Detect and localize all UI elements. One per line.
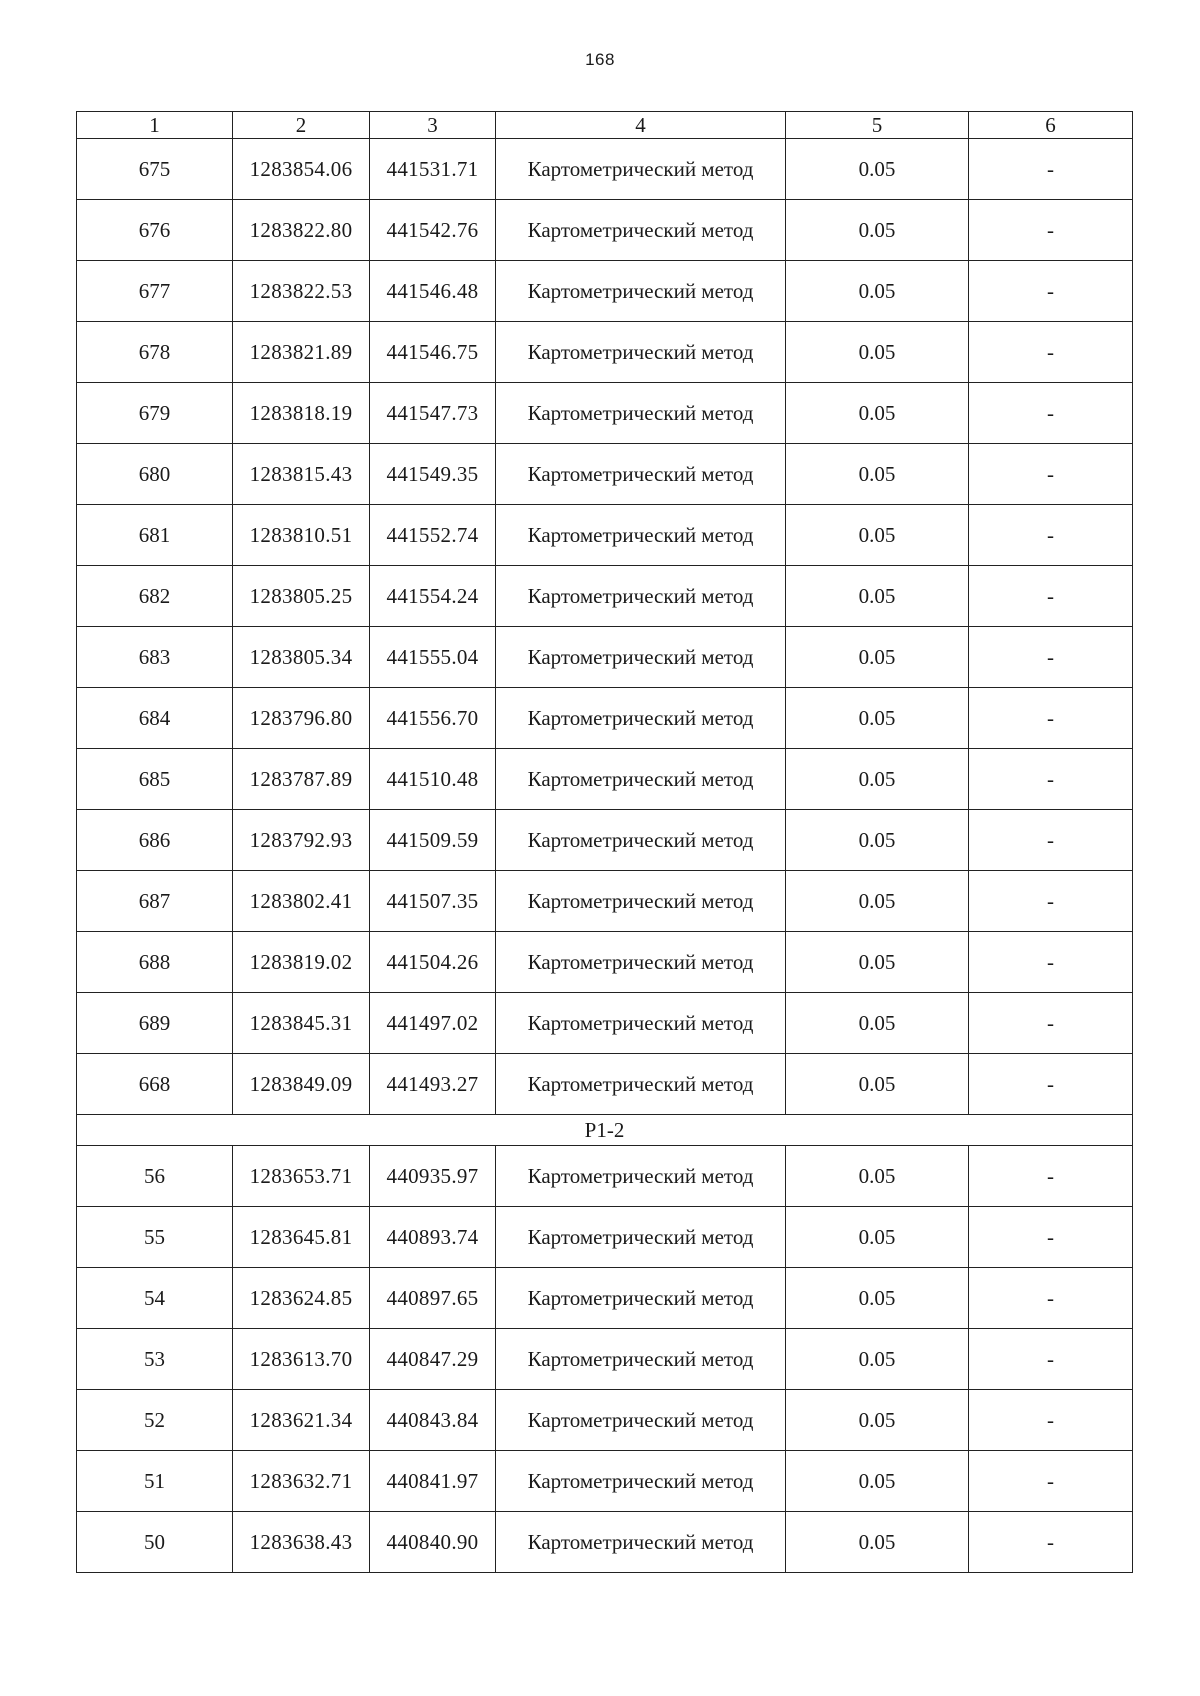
- accuracy-cell: 0.05: [786, 1268, 969, 1329]
- point-number-cell: 676: [77, 200, 233, 261]
- point-number-cell: 684: [77, 688, 233, 749]
- table-row: [77, 932, 1133, 993]
- table-row: [77, 1390, 1133, 1451]
- point-number-cell: 687: [77, 871, 233, 932]
- accuracy-cell: 0.05: [786, 1512, 969, 1573]
- y-coordinate-cell: 441504.26: [370, 932, 496, 993]
- y-coordinate-cell: 441509.59: [370, 810, 496, 871]
- note-cell: -: [969, 932, 1133, 993]
- accuracy-cell: 0.05: [786, 566, 969, 627]
- method-cell: Картометрический метод: [496, 810, 786, 871]
- table-row: [77, 1512, 1133, 1573]
- method-cell: Картометрический метод: [496, 1146, 786, 1207]
- x-coordinate-cell: 1283815.43: [233, 444, 370, 505]
- accuracy-cell: 0.05: [786, 1054, 969, 1115]
- method-cell: Картометрический метод: [496, 1268, 786, 1329]
- x-coordinate-cell: 1283845.31: [233, 993, 370, 1054]
- note-cell: -: [969, 1146, 1133, 1207]
- note-cell: -: [969, 1268, 1133, 1329]
- x-coordinate-cell: 1283624.85: [233, 1268, 370, 1329]
- accuracy-cell: 0.05: [786, 322, 969, 383]
- note-cell: -: [969, 1451, 1133, 1512]
- point-number-cell: 55: [77, 1207, 233, 1268]
- table-row: [77, 627, 1133, 688]
- header-col-3: 3: [370, 112, 496, 139]
- x-coordinate-cell: 1283638.43: [233, 1512, 370, 1573]
- table-row: [77, 1268, 1133, 1329]
- point-number-cell: 686: [77, 810, 233, 871]
- accuracy-cell: 0.05: [786, 200, 969, 261]
- note-cell: -: [969, 993, 1133, 1054]
- y-coordinate-cell: 441531.71: [370, 139, 496, 200]
- note-cell: -: [969, 505, 1133, 566]
- accuracy-cell: 0.05: [786, 993, 969, 1054]
- coordinates-table: [76, 111, 1133, 1573]
- accuracy-cell: 0.05: [786, 1146, 969, 1207]
- note-cell: -: [969, 1390, 1133, 1451]
- note-cell: -: [969, 1054, 1133, 1115]
- table-row: [77, 261, 1133, 322]
- section-label: Р1-2: [77, 1115, 1133, 1146]
- point-number-cell: 679: [77, 383, 233, 444]
- accuracy-cell: 0.05: [786, 627, 969, 688]
- y-coordinate-cell: 441542.76: [370, 200, 496, 261]
- x-coordinate-cell: 1283632.71: [233, 1451, 370, 1512]
- x-coordinate-cell: 1283805.34: [233, 627, 370, 688]
- point-number-cell: 680: [77, 444, 233, 505]
- point-number-cell: 52: [77, 1390, 233, 1451]
- table-row: [77, 810, 1133, 871]
- method-cell: Картометрический метод: [496, 261, 786, 322]
- accuracy-cell: 0.05: [786, 383, 969, 444]
- point-number-cell: 51: [77, 1451, 233, 1512]
- x-coordinate-cell: 1283621.34: [233, 1390, 370, 1451]
- y-coordinate-cell: 440897.65: [370, 1268, 496, 1329]
- accuracy-cell: 0.05: [786, 1329, 969, 1390]
- method-cell: Картометрический метод: [496, 932, 786, 993]
- y-coordinate-cell: 441552.74: [370, 505, 496, 566]
- table-row: [77, 566, 1133, 627]
- y-coordinate-cell: 441510.48: [370, 749, 496, 810]
- accuracy-cell: 0.05: [786, 688, 969, 749]
- y-coordinate-cell: 440840.90: [370, 1512, 496, 1573]
- note-cell: -: [969, 383, 1133, 444]
- x-coordinate-cell: 1283796.80: [233, 688, 370, 749]
- point-number-cell: 677: [77, 261, 233, 322]
- accuracy-cell: 0.05: [786, 505, 969, 566]
- method-cell: Картометрический метод: [496, 688, 786, 749]
- point-number-cell: 688: [77, 932, 233, 993]
- method-cell: Картометрический метод: [496, 1451, 786, 1512]
- accuracy-cell: 0.05: [786, 1390, 969, 1451]
- method-cell: Картометрический метод: [496, 1390, 786, 1451]
- point-number-cell: 685: [77, 749, 233, 810]
- y-coordinate-cell: 441554.24: [370, 566, 496, 627]
- x-coordinate-cell: 1283805.25: [233, 566, 370, 627]
- point-number-cell: 53: [77, 1329, 233, 1390]
- point-number-cell: 689: [77, 993, 233, 1054]
- note-cell: -: [969, 261, 1133, 322]
- header-col-6: 6: [969, 112, 1133, 139]
- method-cell: Картометрический метод: [496, 1512, 786, 1573]
- accuracy-cell: 0.05: [786, 749, 969, 810]
- note-cell: -: [969, 444, 1133, 505]
- method-cell: Картометрический метод: [496, 1054, 786, 1115]
- y-coordinate-cell: 441549.35: [370, 444, 496, 505]
- table-row: [77, 1451, 1133, 1512]
- x-coordinate-cell: 1283854.06: [233, 139, 370, 200]
- y-coordinate-cell: 441547.73: [370, 383, 496, 444]
- method-cell: Картометрический метод: [496, 139, 786, 200]
- accuracy-cell: 0.05: [786, 871, 969, 932]
- table-row: [77, 688, 1133, 749]
- point-number-cell: 683: [77, 627, 233, 688]
- method-cell: Картометрический метод: [496, 871, 786, 932]
- method-cell: Картометрический метод: [496, 627, 786, 688]
- note-cell: -: [969, 871, 1133, 932]
- accuracy-cell: 0.05: [786, 444, 969, 505]
- y-coordinate-cell: 441546.48: [370, 261, 496, 322]
- table-row: [77, 1207, 1133, 1268]
- y-coordinate-cell: 441507.35: [370, 871, 496, 932]
- note-cell: -: [969, 627, 1133, 688]
- note-cell: -: [969, 139, 1133, 200]
- y-coordinate-cell: 441546.75: [370, 322, 496, 383]
- table-row: [77, 444, 1133, 505]
- header-col-5: 5: [786, 112, 969, 139]
- method-cell: Картометрический метод: [496, 505, 786, 566]
- note-cell: -: [969, 688, 1133, 749]
- header-col-2: 2: [233, 112, 370, 139]
- note-cell: -: [969, 749, 1133, 810]
- y-coordinate-cell: 441556.70: [370, 688, 496, 749]
- note-cell: -: [969, 1207, 1133, 1268]
- header-col-4: 4: [496, 112, 786, 139]
- header-col-1: 1: [77, 112, 233, 139]
- y-coordinate-cell: 440843.84: [370, 1390, 496, 1451]
- note-cell: -: [969, 1512, 1133, 1573]
- table-row: [77, 1329, 1133, 1390]
- point-number-cell: 681: [77, 505, 233, 566]
- accuracy-cell: 0.05: [786, 932, 969, 993]
- x-coordinate-cell: 1283613.70: [233, 1329, 370, 1390]
- table-row: [77, 200, 1133, 261]
- table-row: [77, 749, 1133, 810]
- y-coordinate-cell: 441493.27: [370, 1054, 496, 1115]
- method-cell: Картометрический метод: [496, 749, 786, 810]
- point-number-cell: 54: [77, 1268, 233, 1329]
- accuracy-cell: 0.05: [786, 810, 969, 871]
- table-row: [77, 1146, 1133, 1207]
- x-coordinate-cell: 1283792.93: [233, 810, 370, 871]
- x-coordinate-cell: 1283653.71: [233, 1146, 370, 1207]
- method-cell: Картометрический метод: [496, 444, 786, 505]
- y-coordinate-cell: 440935.97: [370, 1146, 496, 1207]
- note-cell: -: [969, 810, 1133, 871]
- x-coordinate-cell: 1283645.81: [233, 1207, 370, 1268]
- note-cell: -: [969, 566, 1133, 627]
- y-coordinate-cell: 440847.29: [370, 1329, 496, 1390]
- table-row: [77, 322, 1133, 383]
- accuracy-cell: 0.05: [786, 261, 969, 322]
- table-row: [77, 139, 1133, 200]
- point-number-cell: 668: [77, 1054, 233, 1115]
- table-row: [77, 993, 1133, 1054]
- accuracy-cell: 0.05: [786, 1207, 969, 1268]
- section-row: [77, 1115, 1133, 1146]
- table-row: [77, 505, 1133, 566]
- table-body: [77, 139, 1133, 1573]
- x-coordinate-cell: 1283818.19: [233, 383, 370, 444]
- point-number-cell: 682: [77, 566, 233, 627]
- method-cell: Картометрический метод: [496, 1207, 786, 1268]
- table-header-row: [77, 112, 1133, 139]
- y-coordinate-cell: 441497.02: [370, 993, 496, 1054]
- point-number-cell: 678: [77, 322, 233, 383]
- point-number-cell: 675: [77, 139, 233, 200]
- table-row: [77, 1054, 1133, 1115]
- method-cell: Картометрический метод: [496, 993, 786, 1054]
- accuracy-cell: 0.05: [786, 139, 969, 200]
- accuracy-cell: 0.05: [786, 1451, 969, 1512]
- method-cell: Картометрический метод: [496, 383, 786, 444]
- method-cell: Картометрический метод: [496, 200, 786, 261]
- note-cell: -: [969, 322, 1133, 383]
- x-coordinate-cell: 1283810.51: [233, 505, 370, 566]
- y-coordinate-cell: 440841.97: [370, 1451, 496, 1512]
- y-coordinate-cell: 440893.74: [370, 1207, 496, 1268]
- x-coordinate-cell: 1283822.53: [233, 261, 370, 322]
- method-cell: Картометрический метод: [496, 1329, 786, 1390]
- x-coordinate-cell: 1283819.02: [233, 932, 370, 993]
- note-cell: -: [969, 1329, 1133, 1390]
- x-coordinate-cell: 1283821.89: [233, 322, 370, 383]
- table-row: [77, 871, 1133, 932]
- x-coordinate-cell: 1283849.09: [233, 1054, 370, 1115]
- point-number-cell: 50: [77, 1512, 233, 1573]
- note-cell: -: [969, 200, 1133, 261]
- table-row: [77, 383, 1133, 444]
- point-number-cell: 56: [77, 1146, 233, 1207]
- x-coordinate-cell: 1283822.80: [233, 200, 370, 261]
- x-coordinate-cell: 1283787.89: [233, 749, 370, 810]
- method-cell: Картометрический метод: [496, 322, 786, 383]
- x-coordinate-cell: 1283802.41: [233, 871, 370, 932]
- method-cell: Картометрический метод: [496, 566, 786, 627]
- y-coordinate-cell: 441555.04: [370, 627, 496, 688]
- page-number: 168: [585, 50, 615, 69]
